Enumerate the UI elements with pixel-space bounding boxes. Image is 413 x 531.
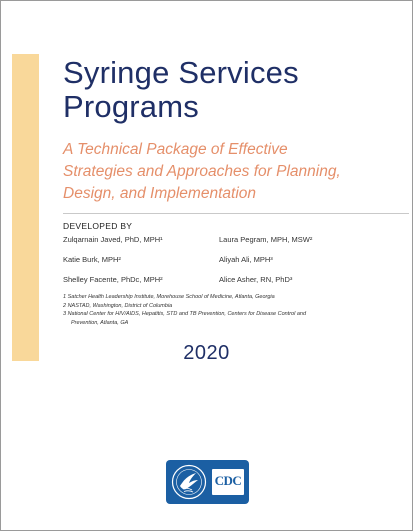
author: Aliyah Ali, MPH³ [219, 255, 273, 264]
title-line: Programs [63, 89, 199, 124]
title-line: Syringe Services [63, 55, 299, 90]
affiliation: 3 National Center for HIV/AIDS, Hepatitis, STD and TB Prevention, Centers for Disease Control and [63, 311, 307, 317]
subtitle-line: Design, and Implementation [63, 185, 257, 202]
cdc-logo [212, 469, 244, 495]
affiliation: 1 Satcher Health Leadership Institute, Morehouse School of Medicine, Atlanta, Georgia [63, 294, 275, 300]
author: Zulqarnain Javed, PhD, MPH¹ [63, 235, 163, 244]
affiliations [63, 293, 363, 327]
affiliation: 2 NASTAD, Washington, District of Columbia [63, 302, 173, 309]
accent-band [12, 54, 39, 361]
author-list [63, 235, 363, 285]
developed-by-heading: DEVELOPED BY [63, 221, 133, 231]
page-title [63, 56, 403, 124]
author: Katie Burk, MPH² [63, 255, 121, 264]
agency-logos [166, 460, 249, 504]
subtitle-line: Strategies and Approaches for Planning, [63, 163, 341, 180]
author: Laura Pegram, MPH, MSW² [219, 235, 313, 244]
subtitle [63, 139, 403, 205]
affiliation: Prevention, Atlanta, GA [71, 319, 129, 326]
divider [63, 213, 409, 214]
subtitle-line: A Technical Package of Effective [63, 141, 288, 158]
cdc-logo-text: CDC [214, 473, 242, 488]
publication-year: 2020 [183, 342, 230, 364]
hhs-eagle-seal-icon [171, 464, 207, 500]
author: Alice Asher, RN, PhD³ [219, 275, 293, 284]
author: Shelley Facente, PhDc, MPH² [63, 275, 163, 284]
